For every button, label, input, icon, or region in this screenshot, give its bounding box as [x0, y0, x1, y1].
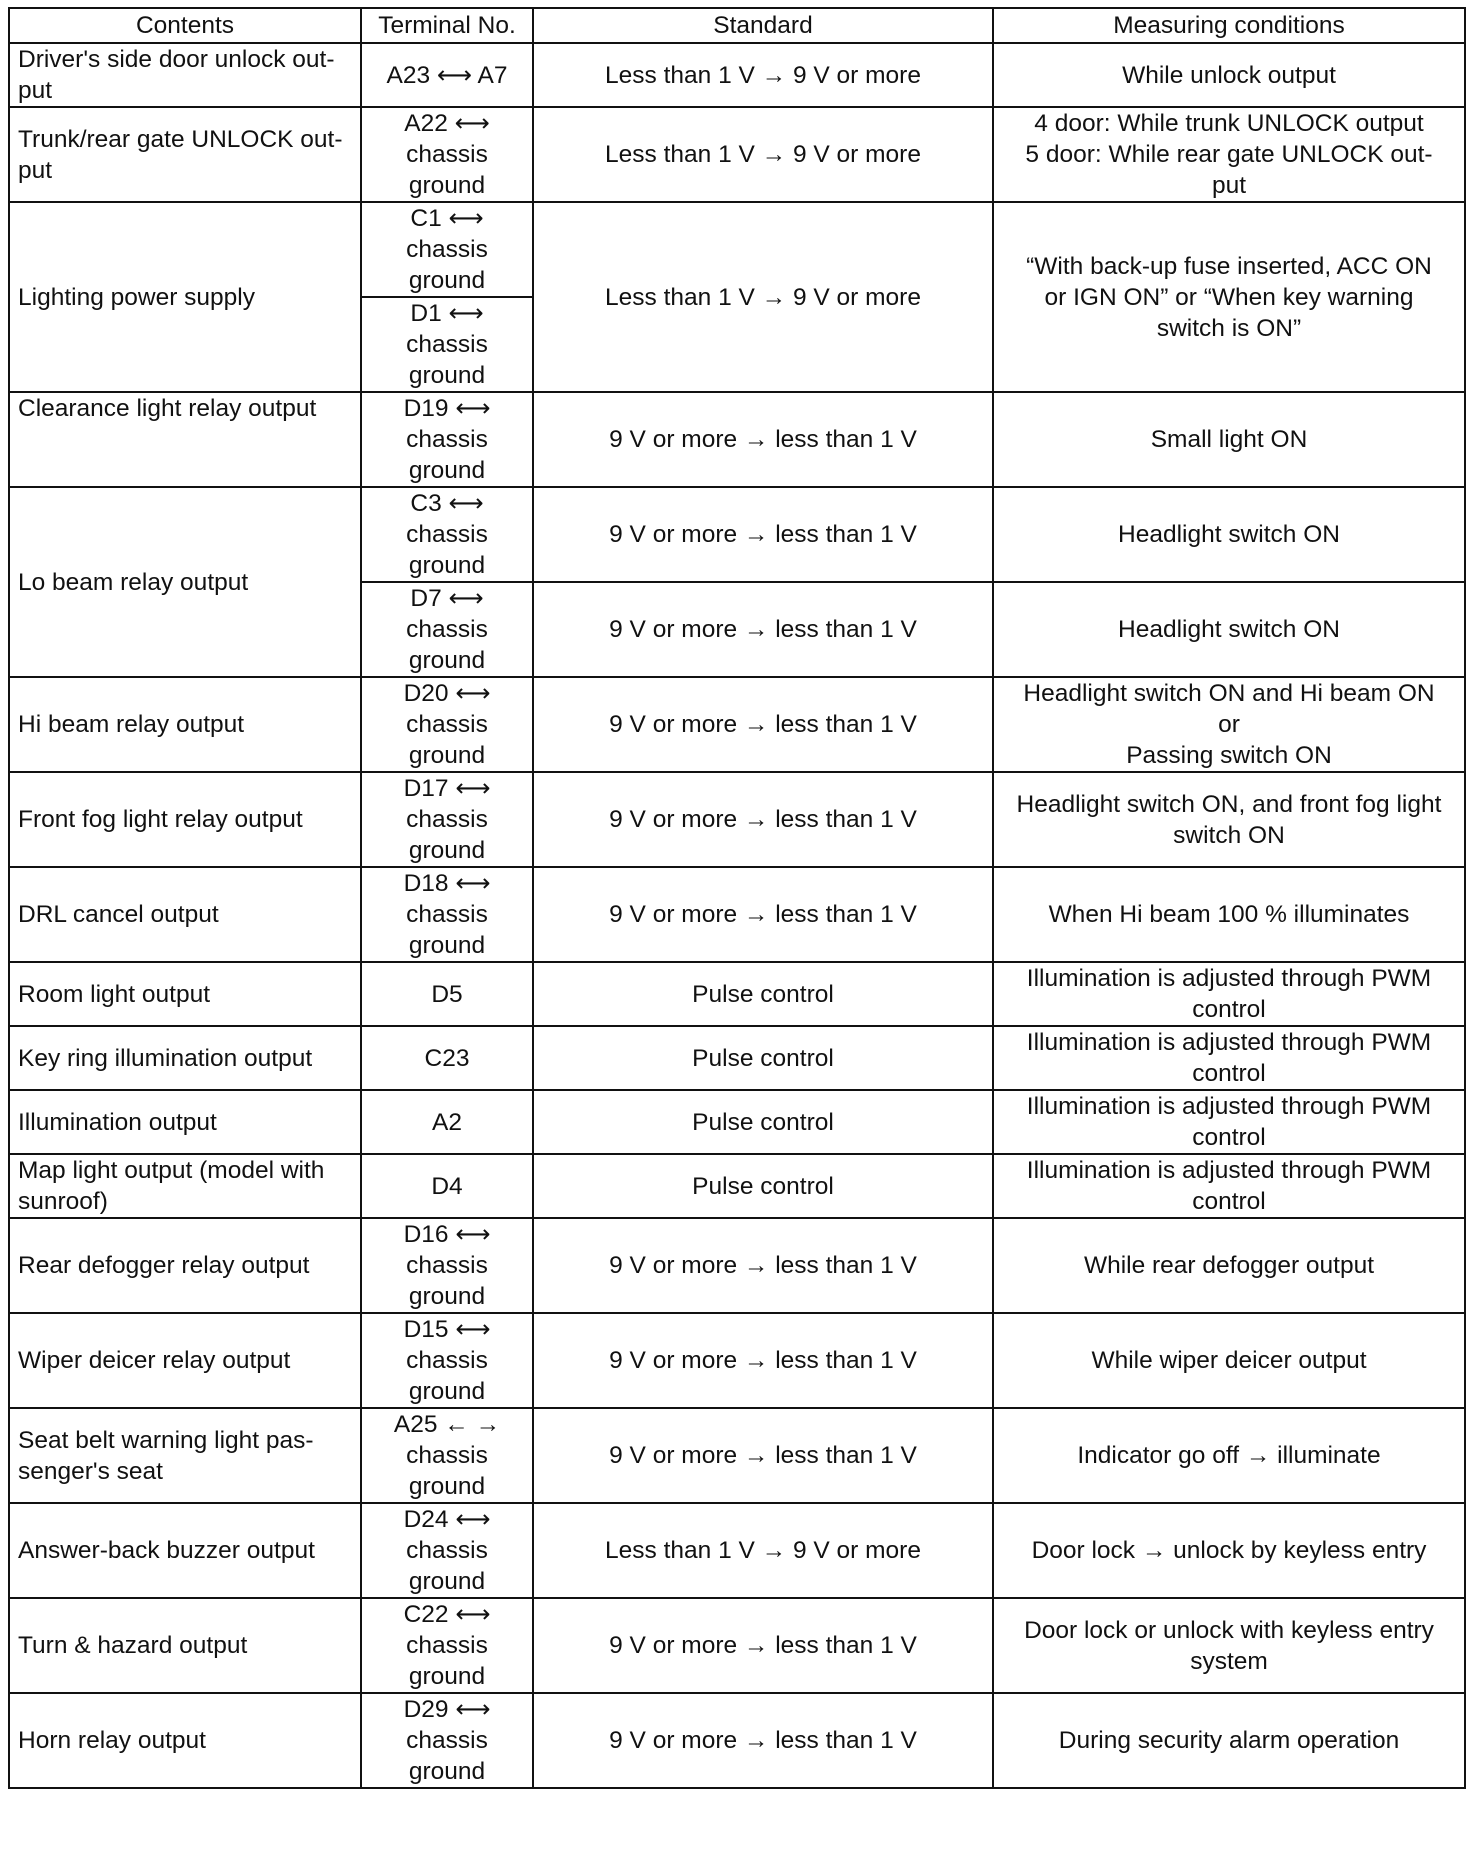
- table-row: [9, 1598, 1465, 1693]
- contents-cell: Seat belt warning light pas- senger's seat: [9, 1408, 361, 1503]
- terminal-cell: A23 ⟷ A7: [361, 43, 533, 107]
- standard-cell: Pulse control: [533, 1090, 993, 1154]
- table-row: [9, 107, 1465, 202]
- table-row: [9, 43, 1465, 107]
- table-row: [9, 1026, 1465, 1090]
- table-row: [9, 1503, 1465, 1598]
- conditions-cell: Door lock → unlock by keyless entry: [993, 1503, 1465, 1598]
- standard-cell: 9 V or more → less than 1 V: [533, 582, 993, 677]
- terminal-cell: A2: [361, 1090, 533, 1154]
- conditions-cell: “With back-up fuse inserted, ACC ON or IGN ON” or “When key warning switch is ON”: [993, 202, 1465, 392]
- standard-cell: Less than 1 V → 9 V or more: [533, 202, 993, 392]
- conditions-cell: 4 door: While trunk UNLOCK output 5 door: While rear gate UNLOCK out- put: [993, 107, 1465, 202]
- header-terminal: Terminal No.: [361, 8, 533, 43]
- conditions-cell: Headlight switch ON: [993, 487, 1465, 582]
- table-row: [9, 677, 1465, 772]
- terminal-cell: A22 ⟷ chassis ground: [361, 107, 533, 202]
- standard-cell: 9 V or more → less than 1 V: [533, 677, 993, 772]
- standard-cell: Less than 1 V → 9 V or more: [533, 107, 993, 202]
- conditions-cell: Illumination is adjusted through PWM control: [993, 1026, 1465, 1090]
- standard-cell: 9 V or more → less than 1 V: [533, 1408, 993, 1503]
- table-row: [9, 962, 1465, 1026]
- conditions-cell: During security alarm operation: [993, 1693, 1465, 1788]
- table-row: [9, 487, 1465, 582]
- contents-cell: Map light output (model with sunroof): [9, 1154, 361, 1218]
- standard-cell: 9 V or more → less than 1 V: [533, 1598, 993, 1693]
- standard-cell: 9 V or more → less than 1 V: [533, 1693, 993, 1788]
- conditions-cell: Headlight switch ON and Hi beam ON or Passing switch ON: [993, 677, 1465, 772]
- standard-cell: 9 V or more → less than 1 V: [533, 772, 993, 867]
- contents-cell: Answer-back buzzer output: [9, 1503, 361, 1598]
- conditions-cell: While unlock output: [993, 43, 1465, 107]
- terminal-cell: D19 ⟷ chassis ground: [361, 392, 533, 487]
- contents-cell: Illumination output: [9, 1090, 361, 1154]
- standard-cell: Less than 1 V → 9 V or more: [533, 43, 993, 107]
- conditions-cell: Illumination is adjusted through PWM control: [993, 1154, 1465, 1218]
- terminal-cell: D5: [361, 962, 533, 1026]
- contents-cell: Front fog light relay output: [9, 772, 361, 867]
- table-row: [9, 1693, 1465, 1788]
- terminal-cell: D7 ⟷ chassis ground: [361, 582, 533, 677]
- conditions-cell: While wiper deicer output: [993, 1313, 1465, 1408]
- conditions-cell: Door lock or unlock with keyless entry system: [993, 1598, 1465, 1693]
- header-standard: Standard: [533, 8, 993, 43]
- conditions-cell: When Hi beam 100 % illuminates: [993, 867, 1465, 962]
- terminal-cell: C22 ⟷ chassis ground: [361, 1598, 533, 1693]
- table-row: [9, 1313, 1465, 1408]
- header-row: [9, 8, 1465, 43]
- contents-cell: Driver's side door unlock out- put: [9, 43, 361, 107]
- table-row: [9, 1090, 1465, 1154]
- conditions-cell: Indicator go off → illuminate: [993, 1408, 1465, 1503]
- terminal-cell: D20 ⟷ chassis ground: [361, 677, 533, 772]
- standard-cell: 9 V or more → less than 1 V: [533, 1218, 993, 1313]
- standard-cell: Pulse control: [533, 1026, 993, 1090]
- terminal-cell: D24 ⟷ chassis ground: [361, 1503, 533, 1598]
- contents-cell: Lo beam relay output: [9, 487, 361, 677]
- terminal-cell: D29 ⟷ chassis ground: [361, 1693, 533, 1788]
- conditions-cell: While rear defogger output: [993, 1218, 1465, 1313]
- terminal-cell: C3 ⟷ chassis ground: [361, 487, 533, 582]
- conditions-cell: Illumination is adjusted through PWM control: [993, 962, 1465, 1026]
- standard-cell: 9 V or more → less than 1 V: [533, 392, 993, 487]
- terminal-cell: D16 ⟷ chassis ground: [361, 1218, 533, 1313]
- contents-cell: Turn & hazard output: [9, 1598, 361, 1693]
- table-row: [9, 392, 1465, 487]
- standard-cell: 9 V or more → less than 1 V: [533, 487, 993, 582]
- terminal-spec-table: [8, 7, 1466, 1789]
- contents-cell: Lighting power supply: [9, 202, 361, 392]
- standard-cell: Less than 1 V → 9 V or more: [533, 1503, 993, 1598]
- header-conditions: Measuring conditions: [993, 8, 1465, 43]
- table-row: [9, 1154, 1465, 1218]
- conditions-cell: Headlight switch ON: [993, 582, 1465, 677]
- conditions-cell: Illumination is adjusted through PWM control: [993, 1090, 1465, 1154]
- contents-cell: Trunk/rear gate UNLOCK out- put: [9, 107, 361, 202]
- standard-cell: Pulse control: [533, 962, 993, 1026]
- table-row: [9, 867, 1465, 962]
- table-row: [9, 772, 1465, 867]
- terminal-cell: D17 ⟷ chassis ground: [361, 772, 533, 867]
- terminal-cell: C23: [361, 1026, 533, 1090]
- contents-cell: Room light output: [9, 962, 361, 1026]
- contents-cell: DRL cancel output: [9, 867, 361, 962]
- table-row: [9, 1408, 1465, 1503]
- header-contents: Contents: [9, 8, 361, 43]
- terminal-cell: D18 ⟷ chassis ground: [361, 867, 533, 962]
- terminal-cell: C1 ⟷ chassis ground: [361, 202, 533, 297]
- contents-cell: Hi beam relay output: [9, 677, 361, 772]
- contents-cell: Horn relay output: [9, 1693, 361, 1788]
- contents-cell: Rear defogger relay output: [9, 1218, 361, 1313]
- standard-cell: Pulse control: [533, 1154, 993, 1218]
- conditions-cell: Headlight switch ON, and front fog light switch ON: [993, 772, 1465, 867]
- conditions-cell: Small light ON: [993, 392, 1465, 487]
- standard-cell: 9 V or more → less than 1 V: [533, 1313, 993, 1408]
- terminal-cell: D1 ⟷ chassis ground: [361, 297, 533, 392]
- table-row: [9, 202, 1465, 297]
- contents-cell: Key ring illumination output: [9, 1026, 361, 1090]
- terminal-cell: A25 ← → chassis ground: [361, 1408, 533, 1503]
- terminal-cell: D4: [361, 1154, 533, 1218]
- table-row: [9, 1218, 1465, 1313]
- contents-cell: Clearance light relay output: [9, 392, 361, 487]
- contents-cell: Wiper deicer relay output: [9, 1313, 361, 1408]
- terminal-cell: D15 ⟷ chassis ground: [361, 1313, 533, 1408]
- standard-cell: 9 V or more → less than 1 V: [533, 867, 993, 962]
